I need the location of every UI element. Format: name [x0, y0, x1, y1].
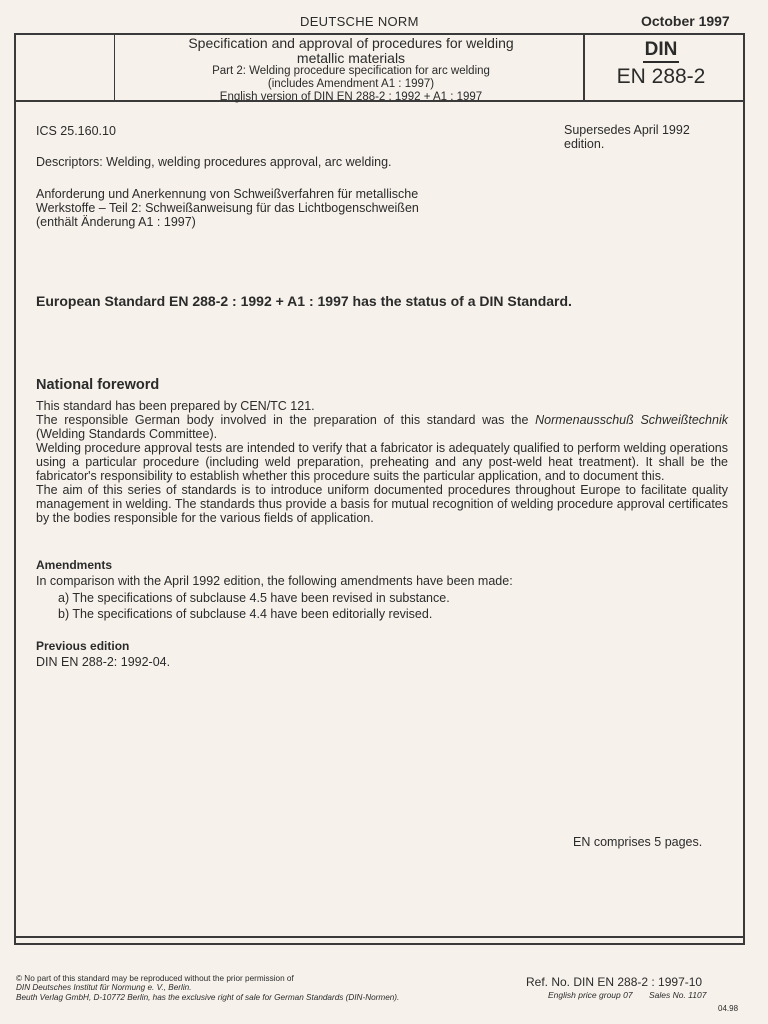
- foreword-paragraph-1: This standard has been prepared by CEN/TC 121.: [36, 399, 315, 413]
- reference-number: Ref. No. DIN EN 288-2 : 1997-10: [526, 975, 703, 989]
- amendment-text: The specifications of subclause 4.4 have been editorially revised.: [72, 607, 433, 621]
- supersedes-note: [564, 124, 690, 152]
- din-logo: DIN: [643, 40, 680, 63]
- footer-top-rule: [14, 936, 743, 938]
- copyright-notice: [16, 974, 516, 1002]
- german-title-line-1: Anforderung und Anerkennung von Schweißverfahren für metallische: [36, 187, 419, 201]
- copyright-line-1: © No part of this standard may be reproduced without the prior permission of: [16, 974, 294, 983]
- din-standard-number: EN 288-2: [616, 64, 706, 88]
- national-foreword-heading: National foreword: [36, 377, 160, 393]
- foreword-paragraph-2: [36, 413, 728, 441]
- sales-number: Sales No. 1107: [648, 990, 707, 1000]
- foreword-paragraph-3: Welding procedure approval tests are intended to verify that a fabricator is adequately qualified to perform welding operations using a particular procedure (including weld preparation, preheating and any post-weld heat treatment). It shall be the fabricator's responsibility to establish whether this procedure suits the particular application, and to document this.: [36, 441, 728, 483]
- amendment-marker: b): [58, 607, 70, 621]
- document-norm-label: DEUTSCHE NORM: [300, 14, 419, 29]
- amendments-intro: In comparison with the April 1992 edition, the following amendments have been made:: [36, 574, 513, 588]
- copyright-line-2: DIN Deutsches Institut für Normung e. V., Berlin.: [16, 983, 192, 993]
- german-title-line-2: Werkstoffe – Teil 2: Schweißanweisung für das Lichtbogenschweißen: [36, 201, 419, 215]
- foreword-paragraph-4: The aim of this series of standards is to introduce uniform documented procedures throughout Europe to facilitate quality management in welding. The standards thus provide a basis for mutual recognition of welding procedure approval certificates by the bodies responsible for the various fields of application.: [36, 483, 728, 525]
- previous-edition-heading: Previous edition: [36, 639, 130, 653]
- amendments-heading: Amendments: [36, 558, 113, 572]
- amendment-item-a: [58, 591, 450, 606]
- document-subtitle-line-1: Part 2: Welding procedure specification for arc welding: [212, 65, 490, 78]
- supersedes-line-1: Supersedes April 1992: [564, 123, 690, 137]
- document-date: October 1997: [641, 13, 730, 29]
- document-subtitle-line-3: English version of DIN EN 288-2 : 1992 + A1 : 1997: [219, 90, 483, 103]
- committee-name: Normenausschuß Schweißtechnik: [535, 413, 728, 427]
- foreword-p2-text-a: The responsible German body involved in the preparation of this standard was the: [36, 413, 536, 427]
- german-title: [36, 187, 419, 229]
- copyright-line-3: Beuth Verlag GmbH, D-10772 Berlin, has the exclusive right of sale for German Standards (DIN-Normen).: [16, 992, 400, 1002]
- supersedes-line-2: edition.: [564, 136, 605, 151]
- page-count-note: EN comprises 5 pages.: [573, 835, 703, 849]
- din-status-statement: European Standard EN 288-2 : 1992 + A1 : 1997 has the status of a DIN Standard.: [36, 293, 572, 309]
- amendment-text: The specifications of subclause 4.5 have been revised in substance.: [72, 591, 450, 605]
- descriptors: Descriptors: Welding, welding procedures approval, arc welding.: [36, 155, 392, 169]
- title-divider-right: [583, 34, 585, 101]
- german-title-line-3: (enthält Änderung A1 : 1997): [36, 215, 196, 229]
- ics-code: ICS 25.160.10: [36, 124, 116, 138]
- title-block: [120, 36, 582, 103]
- amendment-marker: a): [58, 591, 70, 605]
- document-title-line-2: metallic materials: [296, 49, 406, 66]
- title-divider-left: [114, 34, 115, 101]
- document-subtitle-line-2: (includes Amendment A1 : 1997): [267, 78, 435, 91]
- price-group: English price group 07: [548, 990, 633, 1000]
- din-designation: [586, 40, 736, 89]
- national-foreword-body: [36, 399, 728, 525]
- foreword-p2-text-b: (Welding Standards Committee).: [36, 427, 218, 441]
- price-and-sales: [548, 990, 706, 1000]
- amendment-item-b: [58, 607, 432, 622]
- previous-edition-text: DIN EN 288-2: 1992-04.: [36, 655, 171, 669]
- print-code: 04.98: [718, 1004, 739, 1013]
- document-title-line-1: Specification and approval of procedures for welding: [188, 35, 514, 51]
